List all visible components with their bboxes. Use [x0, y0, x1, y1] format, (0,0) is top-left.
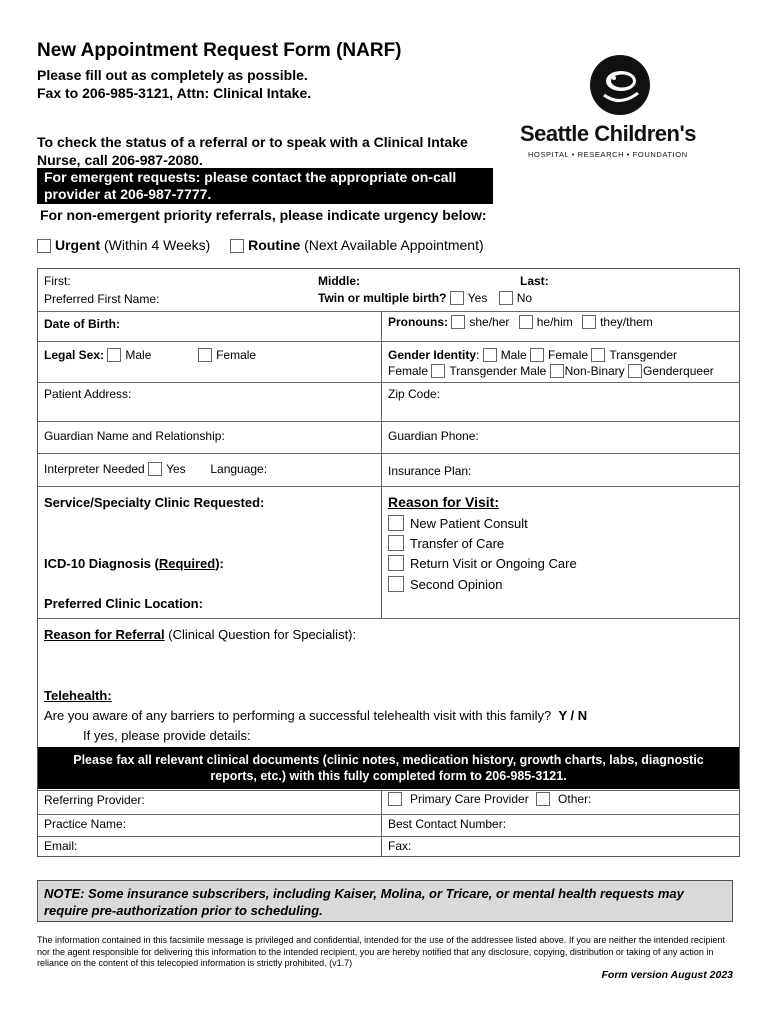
twin-yes-label: Yes — [467, 291, 488, 305]
gi-transgender-checkbox[interactable] — [591, 348, 605, 362]
address-label: Patient Address: — [44, 387, 132, 401]
form-title: New Appointment Request Form (NARF) — [37, 40, 402, 61]
gi-trans-male-label: Transgender Male — [449, 364, 547, 378]
legal-sex-male-checkbox[interactable] — [107, 348, 121, 362]
reason-3-label: Return Visit or Ongoing Care — [410, 556, 577, 571]
last-name-label: Last: — [520, 274, 549, 288]
telehealth-details-label: If yes, please provide details: — [83, 728, 251, 743]
clinic-location-label: Preferred Clinic Location: — [44, 596, 203, 611]
guardian-label: Guardian Name and Relationship: — [44, 429, 225, 443]
instruction-line-2: Fax to 206-985-3121, Attn: Clinical Intake. — [37, 85, 312, 101]
pcp-checkbox[interactable] — [388, 792, 402, 806]
gi-female-checkbox[interactable] — [530, 348, 544, 362]
patient-info-grid — [37, 268, 740, 857]
pronoun-she-label: she/her — [469, 315, 510, 329]
fax-banner-line-2: reports, etc.) with this fully completed form to 206-985-3121. — [210, 769, 567, 783]
status-instruction: To check the status of a referral or to speak with a Clinical Intake Nurse, call 206-987-2080. — [37, 134, 468, 168]
non-emergent-instruction: For non-emergent priority referrals, please indicate urgency below: — [40, 207, 487, 223]
pronoun-he-label: he/him — [536, 315, 573, 329]
pcp-label: Primary Care Provider — [410, 792, 529, 806]
gi-male-checkbox[interactable] — [483, 348, 497, 362]
reason-option-4 — [388, 576, 503, 592]
gi-trans-male-checkbox[interactable] — [431, 364, 445, 378]
twin-no-checkbox[interactable] — [499, 291, 513, 305]
routine-label: Routine — [248, 237, 301, 253]
telehealth-yn: Y / N — [558, 708, 588, 723]
urgent-checkbox[interactable] — [37, 239, 51, 253]
email-label: Email: — [44, 839, 78, 853]
legal-sex-group — [44, 348, 256, 362]
fax-documents-banner — [38, 747, 739, 789]
legal-sex-female-checkbox[interactable] — [198, 348, 212, 362]
pronoun-she-checkbox[interactable] — [451, 315, 465, 329]
logo-tagline: HOSPITAL • RESEARCH • FOUNDATION — [528, 150, 688, 159]
gi-genderqueer-label: Genderqueer — [643, 364, 714, 378]
urgent-label: Urgent — [55, 237, 101, 253]
instruction-line-1: Please fill out as completely as possible. — [37, 67, 308, 83]
gi-genderqueer-checkbox[interactable] — [628, 364, 642, 378]
gi-male-label: Male — [500, 348, 527, 362]
reason-1-checkbox[interactable] — [388, 515, 404, 531]
pronouns-group — [388, 315, 653, 329]
reason-4-checkbox[interactable] — [388, 576, 404, 592]
insurance-label: Insurance Plan: — [388, 464, 472, 478]
gi-female2-label: Female — [388, 364, 429, 378]
logo-mark-icon — [590, 55, 650, 115]
routine-checkbox[interactable] — [230, 239, 244, 253]
legal-sex-female-label: Female — [216, 348, 257, 362]
dob-label: Date of Birth: — [44, 317, 120, 331]
urgent-note: (Within 4 Weeks) — [104, 237, 211, 253]
interpreter-yes-checkbox[interactable] — [148, 462, 162, 476]
gi-nonbinary-checkbox[interactable] — [550, 364, 564, 378]
pronoun-they-checkbox[interactable] — [582, 315, 596, 329]
provider-type-group — [388, 792, 591, 806]
routine-note: (Next Available Appointment) — [304, 237, 484, 253]
specialty-label: Service/Specialty Clinic Requested: — [44, 495, 265, 510]
legal-sex-male-label: Male — [125, 348, 152, 362]
insurance-note: NOTE: Some insurance subscribers, including Kaiser, Molina, or Tricare, or mental health requests may require pre-authorization prior to scheduling. — [37, 880, 733, 922]
gender-identity-group: Gender Identity: Male Female Transgender Female Transgender Male Non-Binary Genderqueer — [388, 348, 714, 378]
practice-name-label: Practice Name: — [44, 817, 127, 831]
reason-4-label: Second Opinion — [410, 577, 503, 592]
emergent-banner: For emergent requests: please contact the appropriate on-call provider at 206-987-7777. — [37, 168, 493, 204]
legal-sex-label: Legal Sex: — [44, 348, 105, 362]
middle-name-label: Middle: — [318, 274, 360, 288]
pronoun-they-label: they/them — [600, 315, 653, 329]
reason-for-referral: Reason for Referral (Clinical Question for Specialist): — [44, 627, 357, 642]
confidentiality-disclaimer: The information contained in this facsimile message is privileged and confidential, intended for the use of the addressee listed above. If you are neither the intended recipient nor the agent responsible for delivering this information to the intended recipient, you are hereby notified that any disclosure, copying, distribution or taking of any action in reliance on the content of this telecopied information is strictly prohibited. (v1.7) — [37, 935, 725, 968]
gender-identity-label: Gender Identity — [388, 348, 477, 362]
guardian-phone-label: Guardian Phone: — [388, 429, 479, 443]
referring-provider-label: Referring Provider: — [44, 793, 145, 807]
gi-female-label: Female — [548, 348, 589, 362]
urgency-options — [37, 237, 484, 253]
interpreter-label: Interpreter Needed — [44, 462, 145, 476]
logo-name: Seattle Children's — [520, 121, 696, 146]
reason-2-checkbox[interactable] — [388, 535, 404, 551]
reason-option-3 — [388, 555, 577, 571]
icd10-label: ICD-10 Diagnosis (Required): — [44, 556, 224, 571]
fax-label: Fax: — [388, 839, 412, 853]
best-contact-label: Best Contact Number: — [388, 817, 507, 831]
twin-yes-checkbox[interactable] — [450, 291, 464, 305]
pronoun-he-checkbox[interactable] — [519, 315, 533, 329]
gi-transgender-label: Transgender — [609, 348, 677, 362]
reason-1-label: New Patient Consult — [410, 516, 528, 531]
first-name-label: First: — [44, 274, 71, 288]
pronouns-label: Pronouns: — [388, 315, 448, 329]
fax-banner-line-1: Please fax all relevant clinical documents (clinic notes, medication history, growth charts, labs, diagnostic — [73, 753, 704, 767]
seattle-childrens-logo — [520, 55, 720, 160]
interpreter-yes-label: Yes — [166, 462, 186, 476]
other-provider-label: Other: — [558, 792, 592, 806]
twin-no-label: No — [516, 291, 533, 305]
zip-label: Zip Code: — [388, 387, 441, 401]
gi-nonbinary-label: Non-Binary — [564, 364, 625, 378]
preferred-name-label: Preferred First Name: — [44, 292, 160, 306]
telehealth-title: Telehealth: — [44, 688, 112, 703]
reason-for-visit-title: Reason for Visit: — [388, 494, 499, 510]
reason-2-label: Transfer of Care — [410, 536, 505, 551]
twin-question — [318, 291, 532, 305]
interpreter-group — [44, 462, 267, 476]
language-label: Language: — [210, 462, 268, 476]
reason-option-1 — [388, 515, 528, 531]
reason-option-2 — [388, 535, 504, 551]
reason-3-checkbox[interactable] — [388, 555, 404, 571]
twin-label: Twin or multiple birth? — [318, 291, 447, 305]
form-version: Form version August 2023 — [601, 969, 733, 981]
other-provider-checkbox[interactable] — [536, 792, 550, 806]
telehealth-question: Are you aware of any barriers to performing a successful telehealth visit with this family? Y / N — [44, 708, 588, 723]
